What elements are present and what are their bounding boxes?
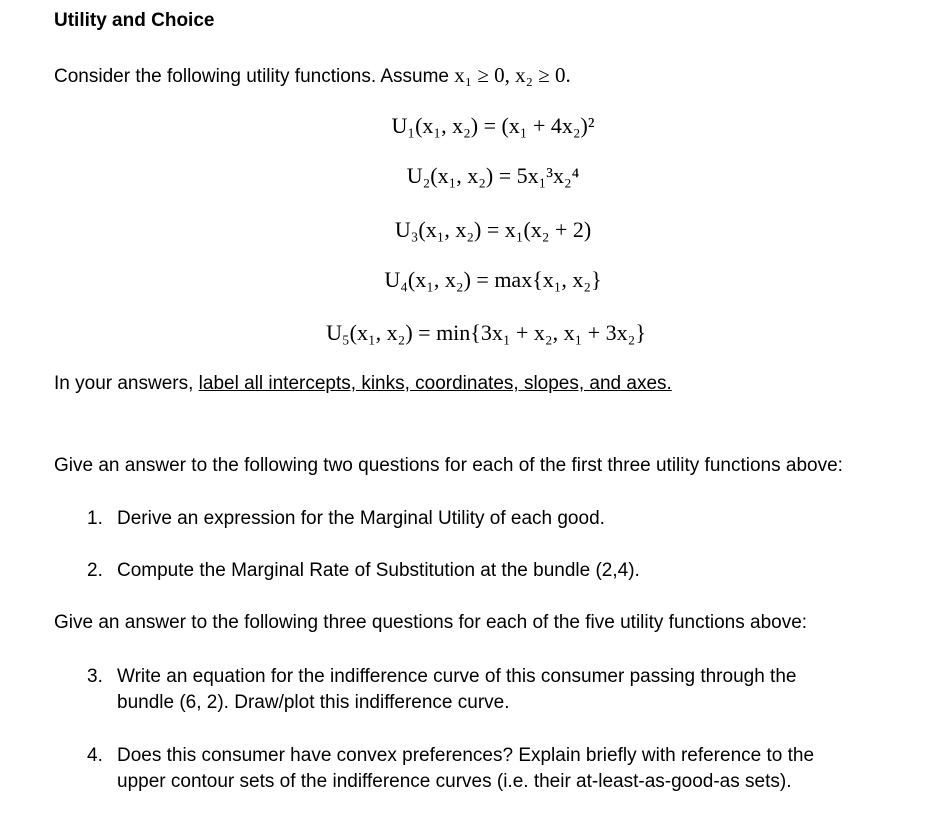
- question-number: 1.: [87, 508, 103, 529]
- equation-lhs: U₁(x₁, x₂): [391, 113, 479, 138]
- equation-rhs: = x₁(x₂ + 2): [486, 217, 592, 242]
- question-2: [87, 558, 640, 584]
- intro-sentence: [54, 63, 571, 88]
- question-3: [87, 664, 796, 716]
- intro-text: Consider the following utility functions. Assume: [54, 66, 455, 87]
- question-number: 3.: [87, 666, 103, 687]
- question-4: [87, 743, 814, 795]
- equation-rhs: = max{x₁, x₂}: [476, 267, 602, 292]
- equation-u1: [0, 113, 933, 139]
- answers-note-underlined: label all intercepts, kinks, coordinates, slopes, and axes.: [198, 373, 672, 394]
- page-title: Utility and Choice: [54, 10, 215, 31]
- intro-condition: x₁ ≥ 0, x₂ ≥ 0.: [454, 63, 571, 87]
- equation-rhs: = 5x₁³x₂⁴: [498, 163, 580, 188]
- question-text: Derive an expression for the Marginal Utility of each good.: [117, 508, 605, 529]
- question-text-line2: upper contour sets of the indifference curves (i.e. their at-least-as-good-as sets).: [117, 771, 792, 792]
- equation-rhs: = (x₁ + 4x₂)²: [483, 113, 595, 138]
- equation-lhs: U₅(x₁, x₂): [326, 320, 413, 345]
- equation-lhs: U₄(x₁, x₂): [384, 267, 471, 292]
- question-text-line2: bundle (6, 2). Draw/plot this indifference curve.: [117, 692, 510, 713]
- equation-u5: [0, 320, 933, 346]
- question-text: Compute the Marginal Rate of Substitution at the bundle (2,4).: [117, 560, 640, 581]
- equation-lhs: U₂(x₁, x₂): [406, 163, 494, 188]
- section2-intro: Give an answer to the following three questions for each of the five utility functions above:: [54, 612, 808, 633]
- equation-u3: [0, 217, 933, 243]
- equation-rhs: = min{3x₁ + x₂, x₁ + 3x₂}: [418, 320, 646, 345]
- section1-intro: Give an answer to the following two questions for each of the first three utility functions above:: [54, 455, 843, 476]
- answers-note: [54, 373, 672, 395]
- equation-u2: [0, 163, 933, 189]
- equation-lhs: U₃(x₁, x₂): [394, 217, 482, 242]
- question-text-line1: Write an equation for the indifference curve of this consumer passing through the: [117, 666, 797, 687]
- equation-u4: [0, 267, 933, 293]
- question-number: 4.: [87, 745, 103, 766]
- question-number: 2.: [87, 560, 103, 581]
- answers-note-prefix: In your answers,: [54, 373, 199, 394]
- question-text-line1: Does this consumer have convex preferences? Explain briefly with reference to the: [117, 745, 815, 766]
- question-1: [87, 506, 605, 532]
